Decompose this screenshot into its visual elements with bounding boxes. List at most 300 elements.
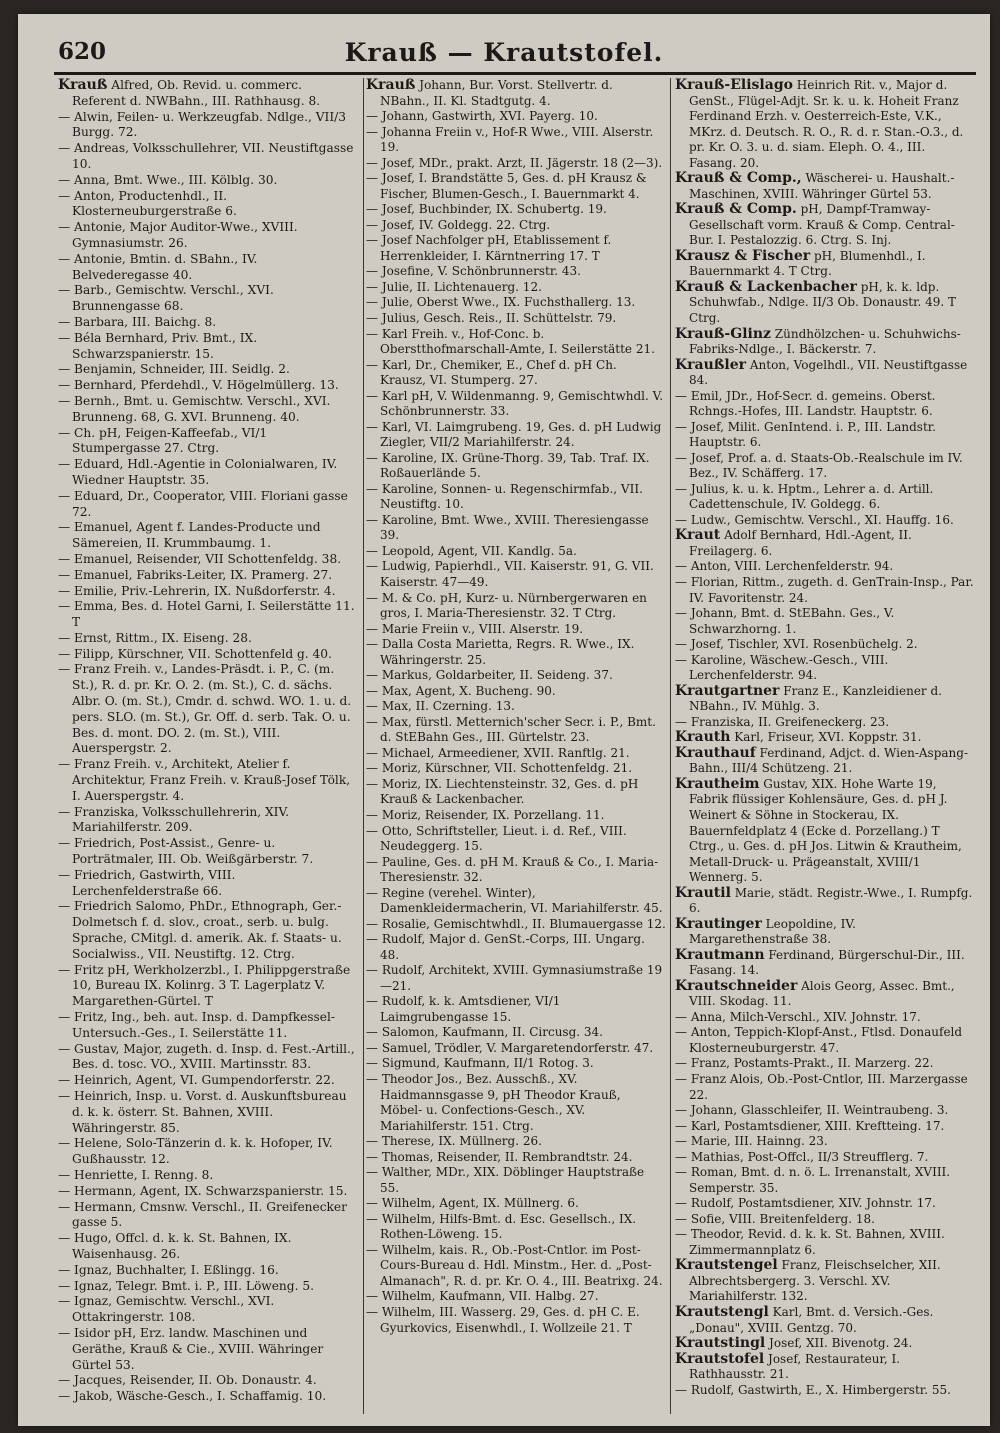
directory-entry [366,1056,666,1072]
directory-entry [675,777,975,886]
entry-details: — Therese, IX. Müllnerg. 26. [366,1134,542,1149]
directory-entry [366,1072,666,1134]
entry-details: — Michael, Armeediener, XVII. Ranftlg. 21. [366,745,630,760]
entry-details: — Johann, Glasschleifer, II. Weintraubeng. 3. [675,1103,949,1118]
entry-details: — Barb., Gemischtw. Verschl., XVI. Brunnengasse 68. [58,283,274,314]
directory-entry [366,1196,666,1212]
entry-details: — Karoline, Sonnen- u. Regenschirmfab., VII. Neustiftg. 10. [366,481,643,512]
directory-entry [675,1212,975,1228]
column-2 [366,78,666,1336]
entry-details: — Béla Bernhard, Priv. Bmt., IX. Schwarzspanierstr. 15. [58,330,258,361]
entry-details: — Jacques, Reisender, II. Ob. Donaustr. 4. [58,1373,317,1388]
entry-surname: Krautstofel [675,1350,765,1367]
entry-details: — Friedrich Salomo, PhDr., Ethnograph, Ger.-Dolmetsch f. d. slov., croat., serb. u. bulg. Sprache, CMitgl. d. amerik. Ak. f. Staats- u. Socialwiss., VII. Neustiftg. 12. Ctrg. [58,899,342,961]
entry-details: — Wilhelm, Kaufmann, VII. Halbg. 27. [366,1289,599,1304]
entry-details: — Wilhelm, Hilfs-Bmt. d. Esc. Gesellsch., IX. Rothen-Löweng. 15. [366,1211,637,1242]
entry-details: — Hermann, Agent, IX. Schwarzspanierstr. 15. [58,1183,348,1198]
directory-entry [366,218,666,234]
entry-details: — Bernh., Bmt. u. Gemischtw. Verschl., XVI. Brunneng. 68, G. XVI. Brunneng. 40. [58,393,331,424]
directory-entry [58,631,358,647]
entry-details: Josef, XII. Bivenotg. 24. [765,1336,913,1351]
column-3 [675,78,975,1398]
entry-details: — Markus, Goldarbeiter, II. Seideng. 37. [366,668,613,683]
directory-entry [366,622,666,638]
directory-entry [58,1263,358,1279]
entry-surname: Krautstengl [675,1303,769,1320]
entry-details: Ferdinand, Adjct. d. Wien-Aspang-Bahn., III/4 Schützeng. 21. [689,745,969,776]
directory-entry [366,1243,666,1290]
entry-details: Marie, städt. Registr.-Wwe., I. Rumpfg. 6. [689,885,973,916]
entry-details: — Karl pH, V. Wildenmanng. 9, Gemischtwhdl. V. Schönbrunnerstr. 33. [366,388,664,419]
directory-entry [366,1212,666,1243]
entry-details: — Hermann, Cmsnw. Verschl., II. Greifenecker gasse 5. [58,1199,347,1230]
entry-details: Karl, Friseur, XVI. Koppstr. 31. [730,730,922,745]
entry-details: Johann, Bur. Vorst. Stellvertr. d. NBahn., II. Kl. Stadtgutg. 4. [380,78,613,108]
entry-details: — Pauline, Ges. d. pH M. Krauß & Co., I. Maria-Theresienstr. 32. [366,854,659,885]
directory-entry [366,886,666,917]
directory-entry [366,295,666,311]
directory-entry [675,1258,975,1305]
directory-entry [366,264,666,280]
directory-entry [675,249,975,280]
directory-entry [58,331,358,363]
directory-entry [58,1136,358,1168]
entry-details: — Benjamin, Schneider, III. Seidlg. 2. [58,362,290,377]
directory-entry [58,1279,358,1295]
directory-entry [366,327,666,358]
directory-entry [58,1042,358,1074]
directory-entry [675,1103,975,1119]
directory-entry [675,513,975,529]
directory-entry [675,1134,975,1150]
entry-details: — Franziska, II. Greifeneckerg. 23. [675,714,890,729]
entry-surname: Kraut [675,527,721,544]
directory-entry [366,559,666,590]
entry-surname: Krauß-Elislago [675,77,793,93]
entry-details: — Karl Freih. v., Hof-Conc. b. Oberstthofmarschall-Amte, I. Seilerstätte 21. [366,326,655,357]
entry-details: — Emanuel, Fabriks-Leiter, IX. Pramerg. 27. [58,567,333,582]
directory-entry [366,1041,666,1057]
entry-details: — Karoline, Wäschew.-Gesch., VIII. Lerchenfelderstr. 94. [675,652,889,683]
directory-entry [675,1150,975,1166]
entry-details: — Wilhelm, kais. R., Ob.-Post-Cntlor. im Post-Cours-Bureau d. Hdl. Minstm., Her. d. „Post-Almanach", R. d. pr. Kr. O. 4., III. Beatrixg. 24. [366,1242,663,1288]
directory-entry [366,637,666,668]
entry-surname: Krauß [58,77,108,93]
entry-details: Zündhölzchen- u. Schuhwichs-Fabriks-Ndlge., I. Bäckerstr. 7. [689,326,961,357]
directory-entry [675,451,975,482]
entry-details: Adolf Bernhard, Hdl.-Agent, II. Freilagerg. 6. [689,528,912,558]
entry-details: — Julius, Gesch. Reis., II. Schüttelstr. 79. [366,310,617,325]
entry-details: — Max, Agent, X. Bucheng. 90. [366,683,556,698]
directory-entry [58,315,358,331]
entry-details: — Mathias, Post-Offcl., II/3 Streufflerg. 7. [675,1149,929,1164]
entry-details: — Josef, Tischler, XVI. Rosenbüchelg. 2. [675,637,918,652]
entry-details: — Franziska, Volksschullehrerin, XIV. Mariahilferstr. 209. [58,804,290,835]
directory-entry [675,171,975,202]
directory-entry [675,715,975,731]
directory-entry [366,994,666,1025]
entry-details: — Ch. pH, Feigen-Kaffeefab., VI/1 Stumpergasse 27. Ctrg. [58,425,268,456]
directory-entry [58,426,358,458]
entry-details: Josef, Restaurateur, I. Rathhausstr. 21. [689,1351,901,1382]
directory-entry [58,1200,358,1232]
directory-entry [58,836,358,868]
entry-details: — Heinrich, Insp. u. Vorst. d. Auskunftsbureau d. k. k. österr. St. Bahnen, XVIII. Währingerstr. 85. [58,1089,347,1135]
entry-details: — Ignaz, Telegr. Bmt. i. P., III. Löweng. 5. [58,1278,314,1293]
entry-details: — Johanna Freiin v., Hof-R Wwe., VIII. Alserstr. 19. [366,124,654,155]
entry-details: Leopoldine, IV. Margarethenstraße 38. [689,916,856,947]
directory-entry [58,520,358,552]
entry-details: — Julie, Oberst Wwe., IX. Fuchsthallerg. 13. [366,295,636,310]
directory-entry [58,78,358,110]
entry-details: — Heinrich, Agent, VI. Gumpendorferstr. 22. [58,1073,335,1088]
directory-entry [58,220,358,252]
directory-entry [675,1010,975,1026]
entry-details: — Regine (verehel. Winter), Damenkleidermacherin, VI. Mariahilferstr. 45. [366,885,663,916]
directory-entry [366,1150,666,1166]
entry-details: — Rudolf, Gastwirth, E., X. Himbergerstr. 55. [675,1382,951,1397]
entry-details: — Marie, III. Hainng. 23. [675,1134,828,1149]
directory-entry [675,637,975,653]
directory-entry [675,575,975,606]
directory-entry [366,389,666,420]
entry-details: Heinrich Rit. v., Major d. GenSt., Flügel-Adjt. Sr. k. u. k. Hoheit Franz Ferdinand Erzh. v. Oesterreich-Este, V.K., MKrz. d. Deutsch. R. O., R. d. r. Stan.-O.3., d. pr. Kr. O. 3. u. d. siam. Eleph. O. 4., III. Fasang. 20. [689,78,964,170]
entry-details: Ferdinand, Bürgerschul-Dir., III. Fasang. 14. [689,947,965,978]
directory-entry [675,730,975,746]
entry-surname: Krauthauf [675,744,756,761]
directory-entry [675,327,975,358]
directory-entry [366,156,666,172]
entry-details: — Ludw., Gemischtw. Verschl., XI. Hauffg. 16. [675,512,954,527]
directory-entry [366,280,666,296]
entry-details: — Sigmund, Kaufmann, II/1 Rotog. 3. [366,1056,594,1071]
column-divider [363,78,364,1414]
entry-details: pH, Dampf-Tramway-Gesellschaft vorm. Krauß & Comp. Central-Bur. I. Pestalozzig. 6. Ctrg. S. Inj. [689,202,955,248]
entry-details: Alfred, Ob. Revid. u. commerc. Referent d. NWBahn., III. Rathhausg. 8. [72,78,321,108]
directory-entry [58,378,358,394]
entry-details: — Karl, VI. Laimgrubeng. 19, Ges. d. pH Ludwig Ziegler, VII/2 Mariahilferstr. 24. [366,419,662,450]
entry-surname: Krautgartner [675,682,780,699]
entry-details: pH, Blumenhdl., I. Bauernmarkt 4. T Ctrg. [689,248,926,279]
directory-entry [675,202,975,249]
entry-details: — Jakob, Wäsche-Gesch., I. Schaffamig. 10. [58,1389,327,1404]
entry-details: — Anna, Bmt. Wwe., III. Kölblg. 30. [58,172,278,187]
entry-surname: Krautstengel [675,1257,778,1274]
entry-details: — Dalla Costa Marietta, Regrs. R. Wwe., IX. Währingerstr. 25. [366,637,635,667]
directory-entry [675,1165,975,1196]
directory-entry [675,1196,975,1212]
directory-entry [366,420,666,451]
directory-entry [58,489,358,521]
directory-entry [366,746,666,762]
directory-entry [58,394,358,426]
entry-surname: Krautheim [675,775,760,792]
directory-entry [675,917,975,948]
entry-details: — Andreas, Volksschullehrer, VII. Neustiftgasse 10. [58,141,354,171]
entry-details: — Eduard, Hdl.-Agentie in Colonialwaren, IV. Wiedner Hauptstr. 35. [58,457,338,487]
entry-details: — Rosalie, Gemischtwhdl., II. Blumauergasse 12. [366,916,666,931]
directory-entry [366,932,666,963]
directory-entry [366,1134,666,1150]
entry-details: — Josef, Buchbinder, IX. Schubertg. 19. [366,202,607,217]
directory-entry [366,684,666,700]
directory-entry [675,389,975,420]
entry-details: — Franz, Postamts-Prakt., II. Marzerg. 22. [675,1056,934,1071]
entry-details: — Josef, MDr., prakt. Arzt, II. Jägerstr. 18 (2—3). [366,155,663,170]
column-divider [670,78,671,1414]
entry-details: — Rudolf, Postamtsdiener, XIV. Johnstr. 17. [675,1196,936,1211]
entry-details: — Barbara, III. Baichg. 8. [58,314,217,329]
entry-surname: Krautmann [675,946,765,963]
entry-details: — Franz Freih. v., Landes-Präsdt. i. P., C. (m. St.), R. d. pr. Kr. O. 2. (m. St.), C. d. sächs. Albr. O. (m. St.), Cmdr. d. schwd. WO. 1. u. d. pers. SLO. (m. St.), Gr. Off. d. serb. Tak. O. u. Bes. d. mont. DO. 2. (m. St.), VIII. Auerspergstr. 2. [58,662,352,756]
directory-entry [58,1389,358,1405]
directory-entry [58,457,358,489]
directory-entry [675,1383,975,1399]
directory-entry [366,591,666,622]
directory-entry [58,1089,358,1136]
entry-surname: Krauß [366,77,416,93]
page-number: 620 [58,38,107,65]
directory-entry [58,110,358,142]
entry-surname: Kraußler [675,356,747,373]
directory-entry [675,886,975,917]
entry-details: — Josef, Prof. a. d. Staats-Ob.-Realschule im IV. Bez., IV. Schäfferg. 17. [675,450,963,481]
entry-details: — Fritz pH, Werkholzerzbl., I. Philippgerstraße 10, Bureau IX. Kolinrg. 3 T. Lagerplatz V. Margarethen-Gürtel. T [58,962,351,1009]
directory-entry [366,855,666,886]
directory-entry [366,1165,666,1196]
directory-entry [675,1336,975,1352]
entry-details: — Josef, IV. Goldegg. 22. Ctrg. [366,217,551,232]
directory-entry [675,1025,975,1056]
directory-entry [58,963,358,1010]
entry-details: — Franz Freih. v., Architekt, Atelier f. Architektur, Franz Freih. v. Krauß-Josef Tölk, I. Auerspergstr. 4. [58,757,351,803]
entry-details: — Karoline, IX. Grüne-Thorg. 39, Tab. Traf. IX. Roßauerlände 5. [366,450,650,481]
directory-entry [675,606,975,637]
directory-entry [675,746,975,777]
entry-details: — Fritz, Ing., beh. aut. Insp. d. Dampfkessel-Untersuch.-Ges., I. Seilerstätte 11. [58,1010,336,1040]
entry-details: Anton, Vogelhdl., VII. Neustiftgasse 84. [689,357,968,388]
directory-entry [366,808,666,824]
directory-entry [58,1326,358,1373]
column-1 [58,78,358,1405]
entry-surname: Krautil [675,884,731,901]
directory-entry [58,141,358,173]
directory-entry [366,1025,666,1041]
entry-details: — Sofie, VIII. Breitenfelderg. 18. [675,1211,875,1226]
directory-entry [675,1119,975,1135]
entry-details: — Florian, Rittm., zugeth. d. GenTrain-Insp., Par. IV. Favoritenstr. 24. [675,575,974,605]
directory-entry [675,420,975,451]
directory-entry [58,1373,358,1389]
directory-entry [366,699,666,715]
entry-details: — Bernhard, Pferdehdl., V. Högelmüllerg. 13. [58,378,339,393]
directory-entry [366,109,666,125]
entry-details: — Anton, Productenhdl., II. Klosterneuburgerstraße 6. [58,188,237,219]
entry-details: — Alwin, Feilen- u. Werkzeugfab. Ndlge., VII/3 Burgg. 72. [58,109,346,140]
entry-details: Alois Georg, Assec. Bmt., VIII. Skodag. 11. [689,978,955,1009]
directory-entry [58,868,358,900]
page-title: Krauß — Krautstofel. [344,38,664,67]
directory-entry [366,544,666,560]
directory-entry [58,805,358,837]
entry-details: — Emilie, Priv.-Lehrerin, IX. Nußdorferstr. 4. [58,583,336,598]
entry-details: — Salomon, Kaufmann, II. Circusg. 34. [366,1025,603,1040]
entry-details: — Rudolf, Major d. GenSt.-Corps, III. Ungarg. 48. [366,932,645,962]
directory-entry [675,1056,975,1072]
entry-details: — Max, II. Czerning. 13. [366,699,515,714]
entry-details: — Antonie, Bmtin. d. SBahn., IV. Belvederegasse 40. [58,251,258,282]
entry-details: — Gustav, Major, zugeth. d. Insp. d. Fest.-Artill., Bes. d. tosc. VO., XVIII. Martinsstr. 83. [58,1041,355,1072]
entry-details: — Josefine, V. Schönbrunnerstr. 43. [366,264,581,279]
directory-entry [58,173,358,189]
directory-entry [58,362,358,378]
entry-surname: Krauß-Glinz [675,325,771,342]
directory-entry [675,653,975,684]
entry-details: — Ludwig, Papierhdl., VII. Kaiserstr. 91, G. VII. Kaiserstr. 47—49. [366,559,654,589]
directory-entry [366,513,666,544]
entry-surname: Krauth [675,729,731,746]
entry-details: — Karoline, Bmt. Wwe., XVIII. Theresiengasse 39. [366,512,649,543]
directory-page [18,14,990,1426]
directory-entry [366,777,666,808]
directory-entry [58,647,358,663]
directory-entry [366,668,666,684]
entry-surname: Krauß & Lackenbacher [675,278,857,295]
directory-entry [675,482,975,513]
entry-details: — Josef Nachfolger pH, Etablissement f. Herrenkleider, I. Kärntnerring 17. T [366,233,612,263]
entry-details: — Karl, Postamtsdiener, XIII. Kreftteing. 17. [675,1118,945,1133]
directory-entry [366,233,666,264]
entry-details: — Theodor, Revid. d. k. k. St. Bahnen, XVIII. Zimmermannplatz 6. [675,1227,945,1257]
entry-details: — Theodor Jos., Bez. Ausschß., XV. Haidmannsgasse 9, pH Theodor Krauß, Möbel- u. Confections-Gesch., XV. Mariahilferstr. 151. Ctrg. [366,1072,621,1133]
directory-entry [58,1010,358,1042]
entry-details: Gustav, XIX. Hohe Warte 19, Fabrik flüssiger Kohlensäure, Ges. d. pH J. Weinert & Söhne in Stockerau, IX. Bauernfeldplatz 4 (Ecke d. Porzellang.) T Ctrg., u. Ges. d. pH Jos. Litwin & Krautheim, Metall-Druck- u. Prägeanstalt, XVIII/1 Wennerg. 5. [689,776,962,885]
entry-details: — Ernst, Rittm., IX. Eiseng. 28. [58,630,252,645]
entry-details: — Henriette, I. Renng. 8. [58,1167,214,1182]
directory-entry [58,568,358,584]
directory-entry [675,528,975,559]
entry-details: — Franz Alois, Ob.-Post-Cntlor, III. Marzergasse 22. [675,1072,968,1102]
directory-entry [366,761,666,777]
entry-details: — Emil, JDr., Hof-Secr. d. gemeins. Oberst. Rchngs.-Hofes, III. Landstr. Hauptstr. 6. [675,388,936,419]
directory-entry [675,1227,975,1258]
entry-details: — Otto, Schriftsteller, Lieut. i. d. Ref., VIII. Neudeggerg. 15. [366,823,627,854]
entry-details: Wäscherei- u. Haushalt.-Maschinen, XVIII. Währinger Gürtel 53. [689,171,955,201]
entry-details: — Emma, Bes. d. Hotel Garni, I. Seilerstätte 11. T [58,599,355,630]
entry-details: — Anton, VIII. Lerchenfelderstr. 94. [675,559,894,574]
entry-details: — Marie Freiin v., VIII. Alserstr. 19. [366,621,584,636]
entry-details: — Ignaz, Gemischtw. Verschl., XVI. Ottakringerstr. 108. [58,1294,275,1325]
directory-entry [58,899,358,962]
entry-details: — Friedrich, Gastwirth, VIII. Lerchenfelderstraße 66. [58,867,236,898]
directory-entry [366,715,666,746]
directory-entry [58,1168,358,1184]
directory-entry [58,552,358,568]
entry-surname: Krautstingl [675,1335,766,1352]
directory-entry [366,358,666,389]
directory-entry [675,1352,975,1383]
entry-details: — Anton, Teppich-Klopf-Anst., Ftlsd. Donaufeld Klosterneuburgerstr. 47. [675,1025,963,1055]
directory-entry [58,599,358,631]
entry-details: — Wilhelm, III. Wasserg. 29, Ges. d. pH C. E. Gyurkovics, Eisenwhdl., I. Wollzeile 21. T [366,1304,640,1335]
entry-details: — Rudolf, k. k. Amtsdiener, VI/1 Laimgrubengasse 15. [366,994,561,1024]
entry-details: — Moriz, Reisender, IX. Porzellang. 11. [366,807,605,822]
directory-entry [58,1073,358,1089]
entry-details: — Eduard, Dr., Cooperator, VIII. Floriani gasse 72. [58,488,348,519]
entry-details: — Emanuel, Agent f. Landes-Producte und Sämereien, II. Krummbaumg. 1. [58,520,321,551]
directory-entry [58,283,358,315]
entry-details: — Filipp, Kürschner, VII. Schottenfeld g. 40. [58,646,332,661]
entry-details: — Isidor pH, Erz. landw. Maschinen und Geräthe, Krauß & Cie., XVIII. Währinger Gürtel 53. [58,1325,324,1372]
entry-details: — Julie, II. Lichtenauerg. 12. [366,279,542,294]
directory-entry [366,1305,666,1336]
entry-surname: Krauß & Comp. [675,201,797,218]
entry-details: — Hugo, Offcl. d. k. k. St. Bahnen, IX. Waisenhausg. 26. [58,1231,292,1261]
entry-details: — Anna, Milch-Verschl., XIV. Johnstr. 17. [675,1009,921,1024]
directory-entry [675,559,975,575]
entry-details: — Antonie, Major Auditor-Wwe., XVIII. Gymnasiumstr. 26. [58,220,298,250]
directory-entry [58,1231,358,1263]
directory-entry [366,451,666,482]
entry-details: — Moriz, Kürschner, VII. Schottenfeldg. 21. [366,761,633,776]
entry-details: — Karl, Dr., Chemiker, E., Chef d. pH Ch. Krausz, VI. Stumperg. 27. [366,357,617,388]
directory-entry [675,280,975,327]
entry-details: — Johann, Gastwirth, XVI. Payerg. 10. [366,109,598,124]
entry-details: — Emanuel, Reisender, VII Schottenfeldg. 38. [58,551,342,566]
directory-entry [58,252,358,284]
directory-entry [675,979,975,1010]
directory-entry [366,125,666,156]
directory-entry [366,963,666,994]
entry-surname: Krautschneider [675,977,798,994]
header-rule [54,72,976,75]
entry-details: — Helene, Solo-Tänzerin d. k. k. Hofoper, IV. Gußhausstr. 12. [58,1136,333,1167]
directory-entry [58,757,358,804]
entry-details: — Ignaz, Buchhalter, I. Eßlingg. 16. [58,1262,279,1277]
entry-surname: Krauß & Comp., [675,170,802,187]
entry-details: — Thomas, Reisender, II. Rembrandtstr. 24. [366,1149,633,1164]
directory-entry [58,584,358,600]
directory-entry [366,311,666,327]
entry-details: — Rudolf, Architekt, XVIII. Gymnasiumstraße 19—21. [366,963,663,993]
directory-entry [366,78,666,109]
entry-surname: Krautinger [675,915,762,932]
entry-details: Karl, Bmt. d. Versich.-Ges. „Donau", XVIII. Gentzg. 70. [689,1304,934,1335]
directory-entry [58,1294,358,1326]
directory-entry [675,684,975,715]
entry-details: pH, k. k. ldp. Schuhwfab., Ndlge. II/3 Ob. Donaustr. 49. T Ctrg. [689,279,957,325]
directory-entry [58,189,358,221]
entry-details: — Walther, MDr., XIX. Döblinger Hauptstraße 55. [366,1165,645,1195]
directory-entry [675,78,975,171]
entry-surname: Krausz & Fischer [675,247,811,264]
entry-details: — Wilhelm, Agent, IX. Müllnerg. 6. [366,1196,579,1211]
entry-details: — Julius, k. u. k. Hptm., Lehrer a. d. Artill. Cadettenschule, IV. Goldegg. 6. [675,481,934,512]
entry-details: — Leopold, Agent, VII. Kandlg. 5a. [366,543,577,558]
directory-entry [366,1289,666,1305]
entry-details: Franz, Fleischselcher, XII. Albrechtsbergerg. 3. Verschl. XV. Mariahilferstr. 132. [689,1258,941,1304]
directory-entry [675,1305,975,1336]
entry-details: — Samuel, Trödler, V. Margaretendorferstr. 47. [366,1040,654,1055]
entry-details: — Friedrich, Post-Assist., Genre- u. Porträtmaler, III. Ob. Weißgärberstr. 7. [58,836,314,867]
entry-details: — Josef, Milit. GenIntend. i. P., III. Landstr. Hauptstr. 6. [675,419,936,450]
entry-details: — Josef, I. Brandstätte 5, Ges. d. pH Krausz & Fischer, Blumen-Gesch., I. Bauernmarkt 4. [366,171,647,201]
directory-entry [675,948,975,979]
directory-entry [366,917,666,933]
directory-entry [366,171,666,202]
entry-details: Franz E., Kanzleidiener d. NBahn., IV. Mühlg. 3. [689,683,942,714]
directory-entry [366,482,666,513]
